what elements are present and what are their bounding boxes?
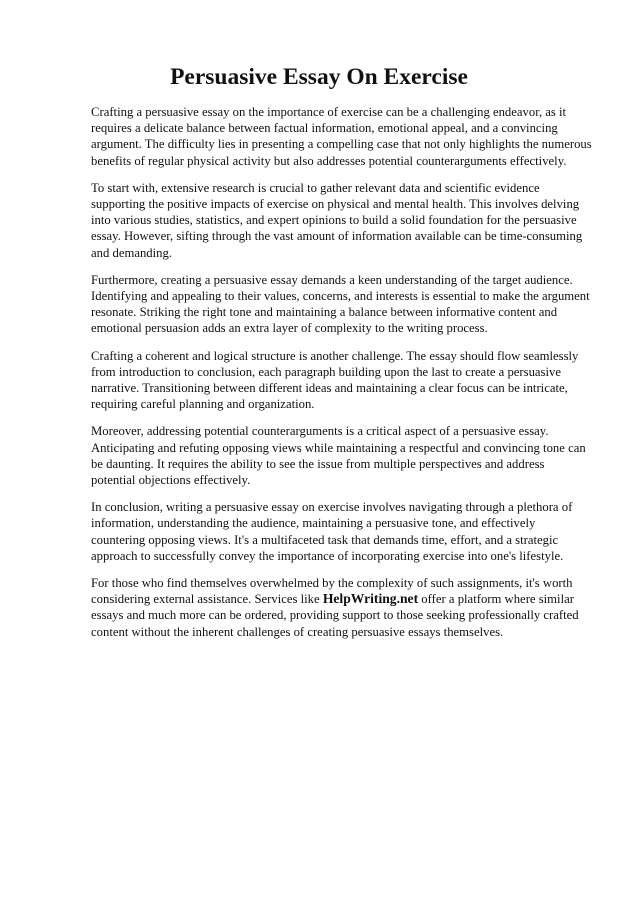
paragraph-structure: Crafting a coherent and logical structure is another challenge. The essay should flow seamlessly from introduction to conclusion, each paragraph building upon the last to create a persuasive narrative. Transitioning between different ideas and maintaining a clear focus can be intricate, requiring careful planning and organization.	[91, 348, 579, 412]
paragraph-conclusion: In conclusion, writing a persuasive essay on exercise involves navigating through a plethora of information, understanding the audience, maintaining a persuasive tone, and effectively countering opposing views. It's a multifaceted task that demands time, effort, and a strategic approach to successfully convey the importance of incorporating exercise into one's lifestyle.	[91, 500, 573, 563]
paragraph-closing	[91, 575, 592, 640]
paragraph-research: To start with, extensive research is crucial to gather relevant data and scientific evidence supporting the positive impacts of exercise on physical and mental health. This involves delving into various studies, statistics, and expert opinions to build a solid foundation for the persuasive essay. However, sifting through the vast amount of information available can be time-consuming and demanding.	[91, 180, 583, 260]
paragraph-intro: Crafting a persuasive essay on the importance of exercise can be a challenging endeavor, as it requires a delicate balance between factual information, emotional appeal, and a convincing argument. The difficulty lies in presenting a compelling case that not only highlights the numerous benefits of regular physical activity but also addresses potential counterarguments effectively.	[91, 105, 592, 168]
paragraph-audience: Furthermore, creating a persuasive essay demands a keen understanding of the target audience. Identifying and appealing to their values, concerns, and interests is essential to make the argument resonate. Striking the right tone and maintaining a balance between informative content and emotional persuasion adds an extra layer of complexity to the writing process.	[91, 272, 590, 336]
helpwriting-link[interactable]: HelpWriting.net	[322, 591, 419, 607]
closing-text-before: For those who find themselves overwhelmed by the complexity of such assignments, it's worth considering external assistance. Services like	[91, 576, 573, 607]
closing-text-after: offer a platform where similar essays and much more can be ordered, providing support to those seeking professionally crafted content without the inherent challenges of creating persuasive essays themselves.	[91, 592, 579, 639]
document-body	[91, 104, 592, 640]
paragraph-counterarguments: Moreover, addressing potential counterarguments is a critical aspect of a persuasive essay. Anticipating and refuting opposing views while maintaining a respectful and convincing tone can be daunting. It requires the ability to see the issue from multiple perspectives and address potential objections effectively.	[91, 424, 586, 488]
document-title: Persuasive Essay On Exercise	[170, 64, 468, 90]
